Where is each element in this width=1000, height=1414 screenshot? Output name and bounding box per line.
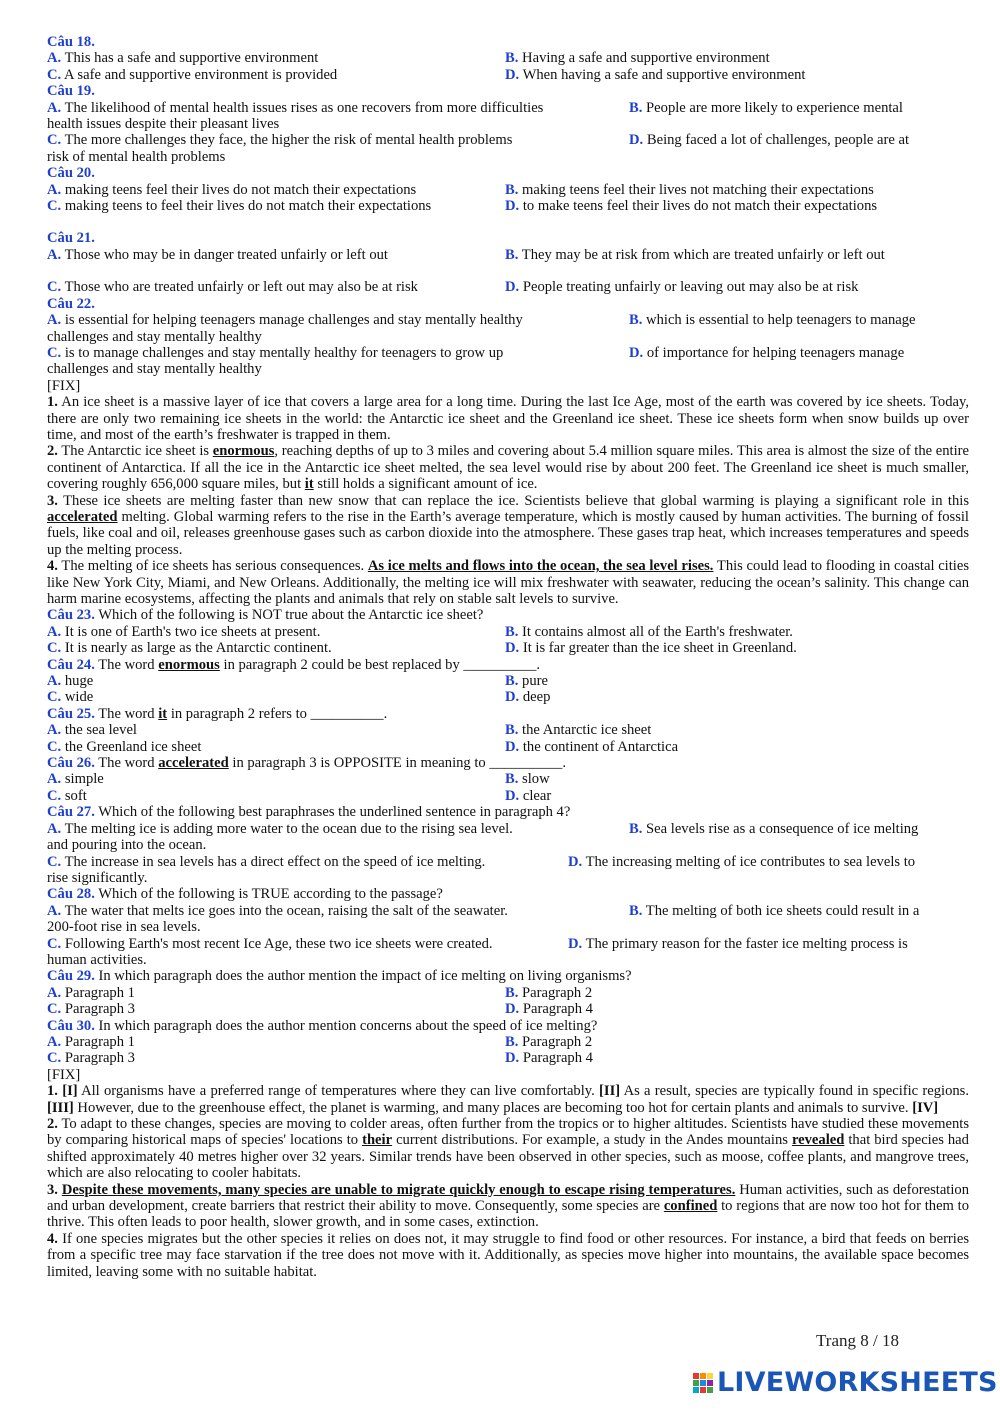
option-b[interactable]: B. slow	[505, 771, 550, 788]
option-a[interactable]: A. The melting ice is adding more water to the ocean due to the rising sea level.	[47, 820, 513, 837]
option-c[interactable]: C. The more challenges they face, the higher the risk of mental health problems	[47, 132, 513, 149]
option-row	[47, 722, 969, 738]
option-d-continued: risk of mental health problems	[47, 148, 226, 165]
question-28: Câu 28. Which of the following is TRUE according to the passage?	[47, 886, 443, 903]
option-row	[47, 673, 969, 689]
option-d[interactable]: D. Being faced a lot of challenges, people are at	[629, 132, 910, 149]
option-row	[47, 985, 969, 1001]
option-d[interactable]: D. deep	[505, 689, 551, 706]
option-d[interactable]: D. The primary reason for the faster ice melting process is	[568, 935, 908, 952]
option-a[interactable]: A. making teens feel their lives do not match their expectations	[47, 181, 417, 198]
option-row	[47, 788, 969, 804]
question-title-21: Câu 21.	[47, 230, 95, 247]
option-b[interactable]: B. Paragraph 2	[505, 1033, 593, 1050]
option-row	[47, 132, 969, 148]
option-b[interactable]: B. People are more likely to experience mental	[629, 99, 903, 116]
question-30: Câu 30. In which paragraph does the author mention concerns about the speed of ice melting?	[47, 1017, 598, 1034]
option-d[interactable]: D. clear	[505, 787, 552, 804]
passage1-paragraph-1: 1. An ice sheet is a massive layer of ice that covers a large area for a long time. During the last Ice Age, most of the earth was covered by ice sheets. Today, there are only two remaining ice sheets in the world: the Antarctic ice sheet and the Greenland ice sheet. These ice sheets form when snow builds up over time, and most of the earth’s freshwater is trapped in them.	[47, 394, 969, 443]
underlined-word: enormous	[212, 443, 275, 460]
option-row	[47, 1001, 969, 1017]
option-d[interactable]: D. People treating unfairly or leaving out may also be at risk	[505, 279, 859, 296]
passage1-paragraph-4: 4. The melting of ice sheets has serious consequences. As ice melts and flows into the ocean, the sea level rises. This could lead to flooding in coastal cities like New York City, Miami, and New Orleans. Additionally, the melting ice will mix freshwater with seawater, reducing the ocean’s salinity. This change can harm marine ecosystems, affecting the plants and animals that rely on stable salt levels to survive.	[47, 558, 970, 607]
option-d-continued: rise significantly.	[47, 869, 148, 886]
option-a[interactable]: A. huge	[47, 673, 94, 690]
option-row	[47, 247, 969, 263]
option-a[interactable]: A. simple	[47, 771, 104, 788]
option-c[interactable]: C. soft	[47, 787, 87, 804]
question-title-19: Câu 19.	[47, 83, 95, 100]
option-a[interactable]: A. Paragraph 1	[47, 984, 135, 1001]
spacer	[47, 263, 969, 279]
option-b[interactable]: B. The melting of both ice sheets could result in a	[629, 902, 920, 919]
option-c[interactable]: C. wide	[47, 689, 94, 706]
question-26: Câu 26. The word accelerated in paragraph 3 is OPPOSITE in meaning to __________.	[47, 755, 566, 772]
option-row	[47, 100, 969, 116]
option-c[interactable]: C. the Greenland ice sheet	[47, 738, 202, 755]
option-a[interactable]: A. It is one of Earth's two ice sheets at present.	[47, 623, 321, 640]
option-row	[47, 640, 969, 656]
option-c[interactable]: C. is to manage challenges and stay mentally healthy for teenagers to grow up	[47, 344, 504, 361]
liveworksheets-logo	[693, 1366, 998, 1398]
option-d[interactable]: D. the continent of Antarctica	[505, 738, 679, 755]
option-b-continued: health issues despite their pleasant lives	[47, 116, 280, 133]
option-d[interactable]: D. Paragraph 4	[505, 1001, 593, 1018]
underlined-sentence: As ice melts and flows into the ocean, the sea level rises.	[367, 558, 714, 575]
underlined-word: it	[304, 476, 314, 493]
option-row	[47, 903, 969, 919]
option-a[interactable]: A. is essential for helping teenagers manage challenges and stay mentally healthy	[47, 312, 523, 329]
option-b-continued: 200-foot rise in sea levels.	[47, 919, 201, 936]
option-d[interactable]: D. of importance for helping teenagers manage	[629, 344, 905, 361]
underlined-word: accelerated	[47, 508, 118, 525]
option-b-continued: and pouring into the ocean.	[47, 837, 207, 854]
option-c[interactable]: C. It is nearly as large as the Antarctic continent.	[47, 640, 332, 657]
question-title-18: Câu 18.	[47, 34, 95, 50]
passage1-paragraph-3: 3. These ice sheets are melting faster than new snow that can replace the ice. Scientists believe that global warming is playing a significant role in this accelerated melting. Global warming refers to the rise in the Earth’s average temperature, which is mostly caused by human activities. The burning of fossil fuels, like coal and oil, releases greenhouse gases such as carbon dioxide into the atmosphere. These gases trap heat, which increases temperatures and speeds up the melting process.	[47, 492, 969, 558]
spacer	[47, 214, 969, 230]
passage2-paragraph-2: 2. To adapt to these changes, species are moving to colder areas, often further from the tropics or to higher altitudes. Scientists have studied these movements by comparing historical maps of species' locations to their current distributions. For example, a study in the Andes mountains revealed that bird species had shifted approximately 40 metres higher over 32 years. Similar trends have been observed in other species, such as moose, coffee plants, and mangrove trees, which are also relocating to cooler habitats.	[47, 1116, 969, 1182]
question-23: Câu 23. Which of the following is NOT true about the Antarctic ice sheet?	[47, 607, 484, 624]
question-title-20: Câu 20.	[47, 165, 95, 182]
question-29: Câu 29. In which paragraph does the author mention the impact of ice melting on living organisms?	[47, 968, 632, 985]
question-title-22: Câu 22.	[47, 295, 95, 312]
option-b-continued: challenges and stay mentally healthy	[47, 328, 262, 345]
option-c[interactable]: C. Paragraph 3	[47, 1050, 135, 1067]
option-a[interactable]: A. The water that melts ice goes into the ocean, raising the salt of the seawater.	[47, 902, 508, 919]
option-c[interactable]: C. The increase in sea levels has a direct effect on the speed of ice melting.	[47, 853, 486, 870]
option-a[interactable]: A. This has a safe and supportive environment	[47, 50, 319, 67]
option-d[interactable]: D. to make teens feel their lives do not match their expectations	[505, 198, 878, 215]
underlined-sentence: Despite these movements, many species are unable to migrate quickly enough to escape rising temperatures.	[61, 1181, 736, 1198]
option-b[interactable]: B. making teens feel their lives not matching their expectations	[505, 181, 874, 198]
option-d[interactable]: D. It is far greater than the ice sheet in Greenland.	[505, 640, 797, 657]
brand-name: LIVEWORKSHEETS	[717, 1366, 998, 1398]
option-row	[47, 936, 969, 952]
option-row	[47, 182, 969, 198]
option-b[interactable]: B. pure	[505, 673, 548, 690]
option-d[interactable]: D. The increasing melting of ice contributes to sea levels to	[568, 853, 916, 870]
option-b[interactable]: B. Sea levels rise as a consequence of ice melting	[629, 820, 919, 837]
option-a[interactable]: A. the sea level	[47, 722, 137, 739]
option-row	[47, 50, 969, 66]
question-27: Câu 27. Which of the following best paraphrases the underlined sentence in paragraph 4?	[47, 804, 571, 821]
option-d-continued: human activities.	[47, 951, 147, 968]
option-row	[47, 689, 969, 705]
option-row	[47, 771, 969, 787]
option-row	[47, 1034, 969, 1050]
passage1-paragraph-2: 2. The Antarctic ice sheet is enormous, reaching depths of up to 3 miles and covering about 5.4 million square miles. This area is almost the size of the entire continent of Antarctica. If all the ice in the Antarctic ice sheet melted, the sea level would rise by about 200 feet. The Greenland ice sheet is much smaller, covering roughly 656,000 square miles, but it still holds a significant amount of ice.	[47, 443, 970, 493]
option-row	[47, 821, 969, 837]
worksheet-page	[47, 34, 969, 1280]
option-row	[47, 312, 969, 328]
option-a[interactable]: A. Those who may be in danger treated unfairly or left out	[47, 246, 388, 263]
option-row	[47, 624, 969, 640]
option-c[interactable]: C. A safe and supportive environment is provided	[47, 66, 338, 83]
option-c[interactable]: C. Those who are treated unfairly or left out may also be at risk	[47, 279, 418, 296]
option-c[interactable]: C. making teens to feel their lives do not match their expectations	[47, 198, 432, 215]
option-row	[47, 345, 969, 361]
option-row	[47, 67, 969, 83]
question-25: Câu 25. The word it in paragraph 2 refers to __________.	[47, 705, 388, 722]
passage2-paragraph-1: 1. [I] All organisms have a preferred range of temperatures where they can live comfortably. [II] As a result, species are typically found in specific regions. [III] However, due to the greenhouse effect, the planet is warming, and many places are becoming too hot for certain plants and animals to survive. [IV]	[47, 1083, 970, 1116]
option-row	[47, 279, 969, 295]
option-row	[47, 1050, 969, 1066]
option-c[interactable]: C. Following Earth's most recent Ice Age, these two ice sheets were created.	[47, 935, 493, 952]
option-b[interactable]: B. Having a safe and supportive environment	[505, 50, 770, 67]
option-a[interactable]: A. Paragraph 1	[47, 1033, 135, 1050]
option-d[interactable]: D. Paragraph 4	[505, 1050, 593, 1067]
page-number: Trang 8 / 18	[816, 1331, 899, 1350]
option-b[interactable]: B. which is essential to help teenagers to manage	[629, 312, 916, 329]
option-b[interactable]: B. Paragraph 2	[505, 984, 593, 1001]
option-row	[47, 739, 969, 755]
underlined-word: revealed	[791, 1132, 845, 1149]
passage2-paragraph-3: 3. Despite these movements, many species are unable to migrate quickly enough to escape rising temperatures. Human activities, such as deforestation and urban development, create barriers that restrict their ability to move. Consequently, some species are confined to regions that are now too hot for them to thrive. This often leads to poor health, slower growth, and in some cases, extinction.	[47, 1181, 970, 1231]
fix-marker: [FIX]	[47, 1066, 81, 1083]
question-24: Câu 24. The word enormous in paragraph 2 could be best replaced by __________.	[47, 656, 541, 673]
option-a[interactable]: A. The likelihood of mental health issues rises as one recovers from more difficulties	[47, 99, 544, 116]
option-c[interactable]: C. Paragraph 3	[47, 1001, 135, 1018]
option-d[interactable]: D. When having a safe and supportive environment	[505, 66, 806, 83]
option-d-continued: challenges and stay mentally healthy	[47, 361, 262, 378]
option-b[interactable]: B. It contains almost all of the Earth's freshwater.	[505, 623, 793, 640]
passage2-paragraph-4: 4. If one species migrates but the other species it relies on does not, it may struggle to find food or other resources. For instance, a bird that feeds on berries from a specific tree may face starvation if the tree does not move with it. Additionally, as species move higher into mountains, the available space becomes limited, leaving some with no suitable habitat.	[47, 1230, 969, 1280]
logo-grid-icon	[693, 1373, 713, 1393]
underlined-word: their	[362, 1132, 393, 1149]
fix-marker: [FIX]	[47, 377, 81, 394]
underlined-word: confined	[663, 1198, 718, 1215]
option-row	[47, 198, 969, 214]
option-b[interactable]: B. They may be at risk from which are treated unfairly or left out	[505, 246, 885, 263]
option-row	[47, 854, 969, 870]
option-b[interactable]: B. the Antarctic ice sheet	[505, 722, 652, 739]
